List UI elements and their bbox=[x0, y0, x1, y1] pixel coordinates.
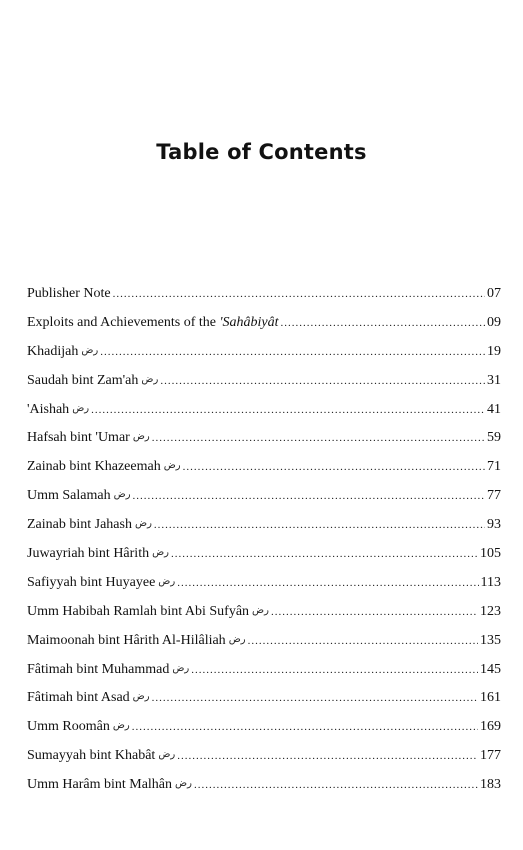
toc-entry-title bbox=[27, 402, 89, 418]
dot-leader bbox=[113, 288, 485, 300]
toc-entry-page-number: 123 bbox=[480, 603, 501, 619]
honorific-calligraphy-icon: رض bbox=[132, 691, 150, 703]
toc-entry bbox=[27, 459, 501, 488]
table-of-contents bbox=[27, 286, 501, 806]
toc-entry bbox=[27, 488, 501, 517]
toc-entry-page-number: 183 bbox=[480, 777, 501, 793]
toc-entry-page-number: 59 bbox=[487, 430, 501, 446]
toc-entry bbox=[27, 430, 501, 459]
toc-entry-title-text: Juwayriah bint Hârith bbox=[27, 546, 150, 562]
toc-entry-title-text: 'Aishah bbox=[27, 401, 70, 417]
dot-leader bbox=[100, 346, 485, 358]
toc-entry bbox=[27, 604, 501, 633]
toc-entry-page-number: 177 bbox=[480, 748, 501, 764]
dot-leader bbox=[133, 490, 485, 502]
toc-entry-page-number: 41 bbox=[487, 401, 501, 417]
toc-entry-page-number: 135 bbox=[480, 632, 501, 648]
toc-entry-page-number: 07 bbox=[487, 286, 501, 301]
honorific-calligraphy-icon: رض bbox=[152, 547, 170, 559]
honorific-calligraphy-icon: رض bbox=[113, 489, 131, 501]
dot-leader bbox=[152, 692, 478, 704]
dot-leader bbox=[154, 519, 485, 531]
toc-entry-page-number: 113 bbox=[480, 574, 501, 590]
dot-leader bbox=[160, 375, 485, 387]
toc-entry bbox=[27, 373, 501, 402]
honorific-calligraphy-icon: رض bbox=[158, 575, 176, 587]
toc-entry-page-number: 169 bbox=[480, 719, 501, 735]
toc-entry-title-text: Zainab bint Jahash bbox=[27, 517, 132, 533]
toc-entry-title bbox=[27, 748, 175, 764]
toc-entry-title bbox=[27, 373, 158, 389]
toc-entry bbox=[27, 748, 501, 777]
dot-leader bbox=[271, 606, 478, 618]
toc-entry-title bbox=[27, 344, 98, 360]
toc-entry-page-number: 93 bbox=[487, 517, 501, 533]
toc-entry-title bbox=[27, 690, 150, 706]
honorific-calligraphy-icon: رض bbox=[132, 431, 150, 443]
toc-entry-page-number: 19 bbox=[487, 343, 501, 359]
toc-entry-title-text: Zainab bint Khazeemah bbox=[27, 459, 161, 475]
toc-entry-title-text: Safiyyah bint Huyayee bbox=[27, 574, 156, 590]
toc-entry-title-text: Umm Habibah Ramlah bint Abi Sufyân bbox=[27, 603, 250, 619]
toc-entry-title bbox=[27, 604, 269, 620]
toc-entry bbox=[27, 690, 501, 719]
toc-entry-title bbox=[27, 633, 246, 649]
toc-entry bbox=[27, 286, 501, 315]
dot-leader bbox=[177, 577, 478, 589]
toc-entry bbox=[27, 777, 501, 806]
toc-entry-page-number: 105 bbox=[480, 546, 501, 562]
toc-entry-title-text: Saudah bint Zam'ah bbox=[27, 372, 139, 388]
honorific-calligraphy-icon: رض bbox=[112, 720, 130, 732]
toc-entry-title-text: Umm Harâm bint Malhân bbox=[27, 777, 173, 793]
toc-entry-title-text: Khadijah bbox=[27, 343, 79, 359]
dot-leader bbox=[177, 750, 478, 762]
toc-entry bbox=[27, 344, 501, 373]
honorific-calligraphy-icon: رض bbox=[228, 633, 246, 645]
toc-entry-title-italic: 'Sahâbiyât bbox=[219, 314, 279, 330]
toc-entry-page-number: 77 bbox=[487, 488, 501, 504]
dot-leader bbox=[132, 721, 478, 733]
page-title: Table of Contents bbox=[156, 140, 367, 164]
toc-entry bbox=[27, 633, 501, 662]
toc-entry-title-text: Maimoonah bint Hârith Al-Hilâliah bbox=[27, 632, 226, 648]
toc-entry-title bbox=[27, 662, 189, 678]
toc-entry bbox=[27, 575, 501, 604]
toc-entry-title-text: Exploits and Achievements of the bbox=[27, 314, 220, 330]
toc-entry-title bbox=[27, 315, 278, 331]
toc-entry-page-number: 31 bbox=[487, 372, 501, 388]
toc-entry-title-text: Umm Salamah bbox=[27, 488, 111, 504]
toc-entry-title bbox=[27, 286, 111, 302]
toc-entry-title bbox=[27, 517, 152, 533]
dot-leader bbox=[91, 404, 485, 416]
toc-entry-title bbox=[27, 459, 181, 475]
toc-entry-page-number: 71 bbox=[487, 459, 501, 475]
honorific-calligraphy-icon: رض bbox=[175, 778, 192, 790]
honorific-calligraphy-icon: رض bbox=[141, 373, 159, 385]
dot-leader bbox=[152, 432, 485, 444]
toc-entry-title bbox=[27, 575, 175, 591]
toc-entry-title-text: Publisher Note bbox=[27, 286, 111, 301]
toc-entry-title-text: Fâtimah bint Asad bbox=[27, 690, 130, 706]
dot-leader bbox=[248, 635, 478, 647]
toc-entry-title bbox=[27, 777, 192, 793]
toc-entry bbox=[27, 719, 501, 748]
honorific-calligraphy-icon: رض bbox=[252, 604, 269, 616]
dot-leader bbox=[183, 461, 485, 473]
toc-entry-title-text: Umm Roomân bbox=[27, 719, 110, 735]
toc-entry bbox=[27, 517, 501, 546]
toc-entry-page-number: 161 bbox=[480, 690, 501, 706]
toc-entry-page-number: 09 bbox=[487, 314, 501, 330]
toc-entry bbox=[27, 315, 501, 344]
honorific-calligraphy-icon: رض bbox=[158, 749, 176, 761]
toc-entry-title bbox=[27, 488, 131, 504]
dot-leader bbox=[194, 779, 478, 791]
toc-entry-title-text: Hafsah bint 'Umar bbox=[27, 430, 130, 446]
honorific-calligraphy-icon: رض bbox=[163, 460, 181, 472]
dot-leader bbox=[171, 548, 478, 560]
toc-entry-title bbox=[27, 430, 150, 446]
honorific-calligraphy-icon: رض bbox=[72, 402, 90, 414]
dot-leader bbox=[280, 317, 485, 329]
toc-entry bbox=[27, 402, 501, 431]
honorific-calligraphy-icon: رض bbox=[81, 344, 99, 356]
toc-entry-page-number: 145 bbox=[480, 661, 501, 677]
toc-entry-title-text: Fâtimah bint Muhammad bbox=[27, 661, 170, 677]
toc-entry-title bbox=[27, 719, 130, 735]
toc-entry-title-text: Sumayyah bint Khabât bbox=[27, 748, 156, 764]
toc-entry bbox=[27, 662, 501, 691]
toc-entry-title bbox=[27, 546, 169, 562]
honorific-calligraphy-icon: رض bbox=[134, 518, 152, 530]
honorific-calligraphy-icon: رض bbox=[172, 662, 190, 674]
toc-entry bbox=[27, 546, 501, 575]
dot-leader bbox=[191, 664, 478, 676]
